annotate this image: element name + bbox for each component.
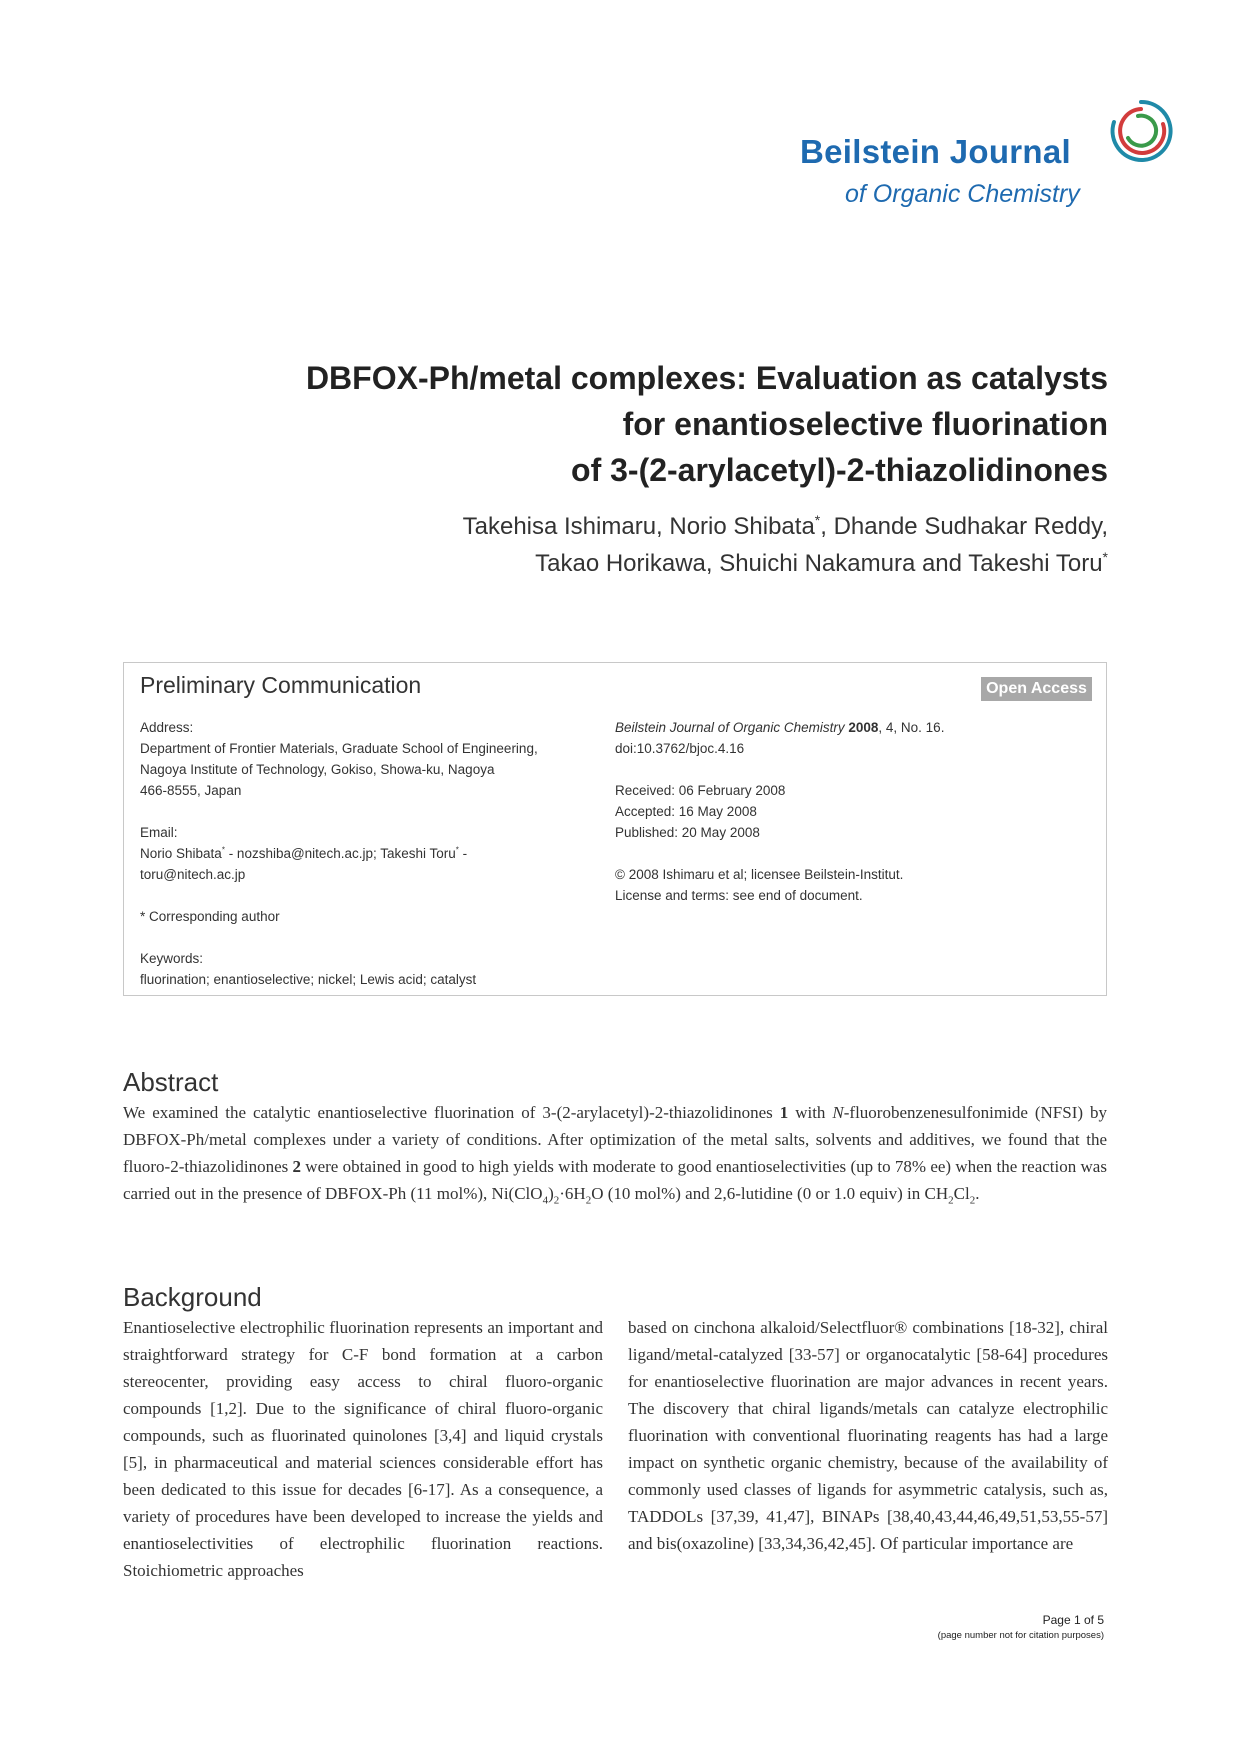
email-dash: - <box>458 846 468 861</box>
published-date: Published: 20 May 2008 <box>615 825 760 840</box>
email-line <box>140 843 600 864</box>
info-right-column <box>615 717 1085 906</box>
abstract-heading: Abstract <box>123 1067 219 1097</box>
email-label: Email: <box>140 825 178 840</box>
article-title <box>208 355 1108 493</box>
journal-subtitle: of Organic Chemistry <box>845 180 1080 208</box>
corresponding-mark: * <box>221 845 225 855</box>
background-column-2: based on cinchona alkaloid/Selectfluor® combinations [18-32], chiral ligand/metal-catalyzed [33-57] or organocatalytic [58-64] procedures for enantioselective fluorination are major advances in recent years. The discovery that chiral ligands/metals can catalyze electrophilic fluorination with conventional fluorinating reagents has had a large impact on synthetic organic chemistry, because of the availability of commonly used classes of ligands for asymmetric catalysis, such as, TADDOLs [37,39, 41,47], BINAPs [38,40,43,44,46,49,51,53,55-57] and bis(oxazoline) [33,34,36,42,45]. Of particular importance are <box>628 1318 1108 1553</box>
title-line: of 3-(2-arylacetyl)-2-thiazolidinones <box>571 452 1108 488</box>
accepted-date: Accepted: 16 May 2008 <box>615 804 757 819</box>
keywords: fluorination; enantioselective; nickel; Lewis acid; catalyst <box>140 972 477 987</box>
email-name: Norio Shibata <box>140 846 222 861</box>
journal-name: Beilstein Journal <box>800 133 1072 170</box>
corresponding-note: * Corresponding author <box>140 909 280 924</box>
author-names: Takao Horikawa, Shuichi Nakamura and Takeshi Toru <box>535 550 1103 577</box>
author-names: Takehisa Ishimaru, Norio Shibata <box>462 513 815 540</box>
author-line <box>208 508 1108 545</box>
citation-journal: Beilstein Journal of Organic Chemistry <box>615 720 845 735</box>
author-list <box>208 508 1108 582</box>
open-access-badge: Open Access <box>981 677 1092 701</box>
citation <box>615 717 1085 738</box>
address-line: 466-8555, Japan <box>140 783 242 798</box>
citation-year: 2008 <box>848 720 879 735</box>
journal-logo-icon <box>1108 98 1174 164</box>
page-number: Page 1 of 5 <box>1042 1613 1104 1627</box>
abstract-text: We examined the catalytic enantioselective fluorination of 3-(2-arylacetyl)-2-thiazolidinones 1 with N-fluorobenzenesulfonimide (NFSI) by DBFOX-Ph/metal complexes under a variety of conditions. After optimization of the metal salts, solvents and additives, we found that the fluoro-2-thiazolidinones 2 were obtained in good to high yields with moderate to good enantioselectivities (up to 78% ee) when the reaction was carried out in the presence of DBFOX-Ph (11 mol%), $Ni(ClO_4)_2\cdot 6H_2O$ (10 mol%) and 2,6-lutidine (0 or 1.0 equiv) in $CH_2Cl_2$. <box>123 1103 1107 1207</box>
copyright: © 2008 Ishimaru et al; licensee Beilstein-Institut. <box>615 867 904 882</box>
citation-volume: , 4, No. 16. <box>878 720 945 735</box>
page-number-note: (page number not for citation purposes) <box>937 1630 1104 1641</box>
keywords-label: Keywords: <box>140 951 204 966</box>
received-date: Received: 06 February 2008 <box>615 783 786 798</box>
license-note: License and terms: see end of document. <box>615 888 863 903</box>
author-line <box>208 545 1108 582</box>
doi-link[interactable]: doi:10.3762/bjoc.4.16 <box>615 741 745 756</box>
email-address[interactable]: toru@nitech.ac.jp <box>140 867 246 882</box>
email-address[interactable]: - nozshiba@nitech.ac.jp; Takeshi Toru <box>224 846 456 861</box>
address-line: Department of Frontier Materials, Graduate School of Engineering, <box>140 741 538 756</box>
author-names: , Dhande Sudhakar Reddy, <box>820 513 1108 540</box>
corresponding-mark: * <box>1102 549 1108 565</box>
corresponding-mark: * <box>455 845 459 855</box>
info-left-column <box>140 717 600 990</box>
background-column-1: Enantioselective electrophilic fluorination represents an important and straightforward strategy for C-F bond formation at a carbon stereocenter, providing easy access to chiral fluoro-organic compounds [1,2]. Due to the significance of chiral fluoro-organic compounds, such as fluorinated quinolones [3,4] and liquid crystals [5], in pharmaceutical and material sciences considerable effort has been dedicated to this issue for decades [6-17]. As a consequence, a variety of procedures have been developed to increase the yields and enantioselectivities of electrophilic fluorination reactions. Stoichiometric approaches <box>123 1318 603 1580</box>
article-type: Preliminary Communication <box>140 672 422 698</box>
address-label: Address: <box>140 720 194 735</box>
title-line: DBFOX-Ph/metal complexes: Evaluation as catalysts <box>305 360 1108 396</box>
address-line: Nagoya Institute of Technology, Gokiso, Showa-ku, Nagoya <box>140 762 495 777</box>
background-heading: Background <box>123 1282 262 1312</box>
title-line: for enantioselective fluorination <box>622 406 1108 442</box>
corresponding-mark: * <box>814 512 821 528</box>
